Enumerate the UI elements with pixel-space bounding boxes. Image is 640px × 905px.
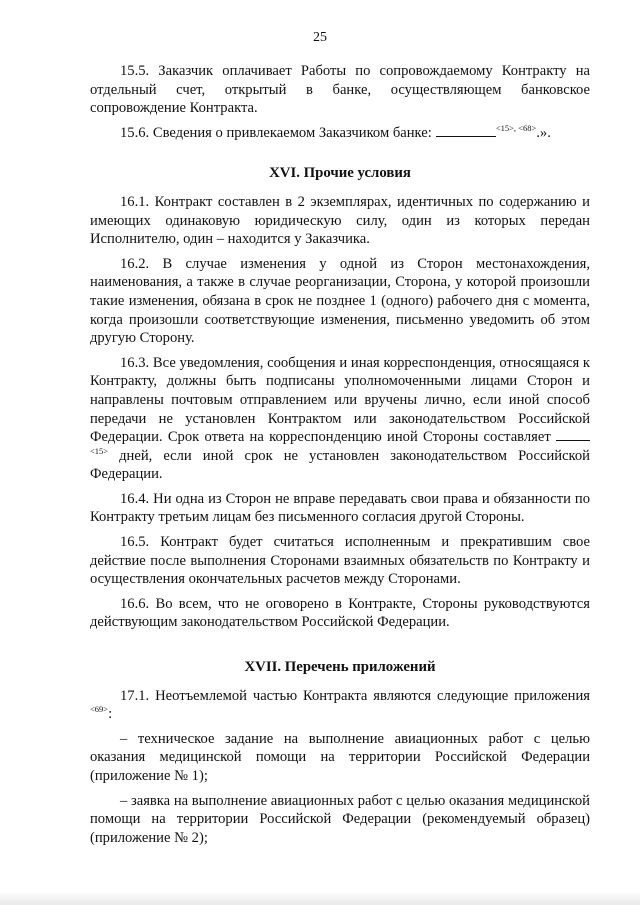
- footnote-ref: <69>: [90, 704, 109, 715]
- clause-16-3: [90, 354, 590, 484]
- section-heading-17: XVII. Перечень приложений: [244, 659, 436, 676]
- clause-16-3-text: 16.3. Все уведомления, сообщения и иная корреспонденция, относящаяся к Контракту, должны быть подписаны уполномоченными лицами Сторон и направлены почтовым отправлением или вручены лично, если иной способ передачи не установлен Контрактом или законодательством Российской Федерации. Срок ответа на корреспонденцию иной Стороны составляет: [90, 354, 590, 446]
- clause-17-1: [90, 687, 590, 724]
- clause-16-3-tail: дней, если иной срок не установлен законодательством Российской Федерации.: [90, 447, 590, 483]
- page-bottom-edge: [0, 891, 640, 905]
- clause-15-6: [90, 124, 590, 143]
- document-body: [90, 62, 590, 847]
- page-number: 25: [313, 30, 327, 45]
- clause-15-6-text: 15.6. Сведения о привлекаемом Заказчиком банке:: [120, 124, 432, 141]
- clause-16-5: 16.5. Контракт будет считаться исполненным и прекратившим свое действие после выполнения Сторонами взаимных обязательств по Контракту и осуществления окончательных расчетов между Сторонами.: [90, 534, 590, 588]
- clause-15-6-tail: .».: [536, 124, 551, 141]
- clause-15-5: 15.5. Заказчик оплачивает Работы по сопровождаемому Контракту на отдельный счет, открытый в банке, осуществляющем банковское сопровождение Контракта.: [90, 63, 590, 117]
- footnote-ref: <15>: [90, 445, 109, 456]
- list-item-annex-1: – техническое задание на выполнение авиационных работ с целью оказания медицинской помощи на территории Российской Федерации (приложение № 1);: [90, 730, 590, 784]
- clause-16-6: 16.6. Во всем, что не оговорено в Контракте, Стороны руководствуются действующим законодательством Российской Федерации.: [90, 595, 590, 631]
- clause-16-4: 16.4. Ни одна из Сторон не вправе передавать свои права и обязанности по Контракту третьим лицам без письменного согласия другой Стороны.: [90, 490, 590, 526]
- clause-16-1: 16.1. Контракт составлен в 2 экземплярах, идентичных по содержанию и имеющих одинаковую юридическую силу, один из которых передан Исполнителю, один – находится у Заказчика.: [90, 193, 590, 248]
- clause-17-1-text: 17.1. Неотъемлемой частью Контракта являются следующие приложения: [120, 687, 590, 704]
- footnote-ref: <15>, <68>: [495, 122, 537, 133]
- clause-17-1-tail: :: [108, 706, 113, 723]
- blank-line: [556, 439, 590, 441]
- blank-line: [436, 135, 496, 137]
- list-item-annex-2: – заявка на выполнение авиационных работ с целью оказания медицинской помощи на территории Российской Федерации (рекомендуемый образец) (приложение № 2);: [90, 792, 590, 846]
- section-heading-16: XVI. Прочие условия: [269, 165, 411, 182]
- clause-16-2: 16.2. В случае изменения у одной из Сторон местонахождения, наименования, а также в случае реорганизации, Сторона, у которой произошли такие изменения, обязана в срок не позднее 1 (одного) рабочего дня с момента, когда произошли соответствующие изменения, письменно уведомить об этом другую Сторону.: [90, 255, 590, 347]
